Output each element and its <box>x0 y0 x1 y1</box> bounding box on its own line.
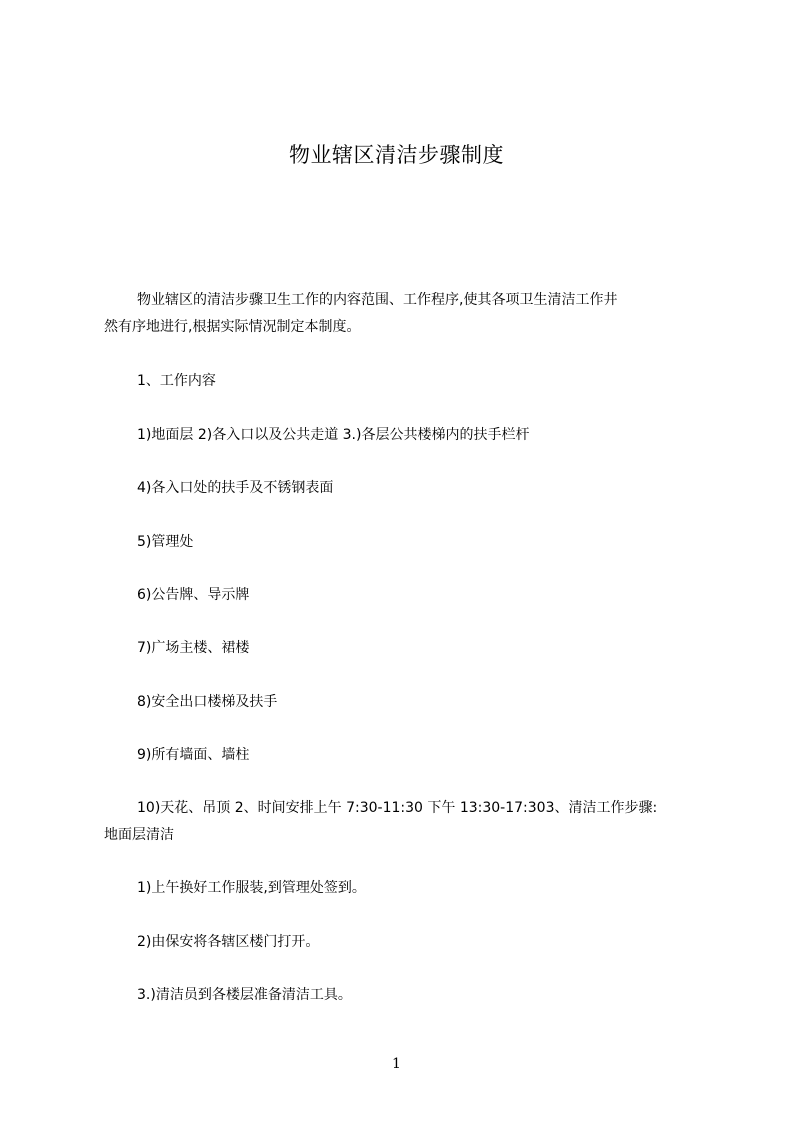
intro-line-1: 物业辖区的清洁步骤卫生工作的内容范围、工作程序,使其各项卫生清洁工作井 <box>137 292 618 308</box>
list-item: 7)广场主楼、裙楼 <box>137 640 250 656</box>
page-number: 1 <box>392 1056 401 1072</box>
intro-paragraph <box>104 287 704 341</box>
step-item: 3.)清洁员到各楼层准备清洁工具。 <box>137 987 352 1003</box>
list-item: 8)安全出口楼梯及扶手 <box>137 694 278 710</box>
step-item: 1)上午换好工作服装,到管理处签到。 <box>137 880 366 896</box>
intro-line-2: 然有序地进行,根据实际情况制定本制度。 <box>104 319 361 335</box>
list-item: 9)所有墙面、墙柱 <box>137 747 250 763</box>
section-heading-work-content: 1、工作内容 <box>137 373 216 389</box>
list-item: 6)公告牌、导示牌 <box>137 587 250 603</box>
step-item: 2)由保安将各辖区楼门打开。 <box>137 934 320 950</box>
list-item: 4)各入口处的扶手及不锈钢表面 <box>137 480 334 496</box>
list-item: 1)地面层 2)各入口以及公共走道 3.)各层公共楼梯内的扶手栏杆 <box>137 427 530 443</box>
list-item-10-line-1: 10)天花、吊顶 2、时间安排上午 7:30-11:30 下午 13:30-17:303、清洁工作步骤: <box>137 800 658 816</box>
list-item-10-line-2: 地面层清洁 <box>104 827 174 843</box>
list-item-10-paragraph <box>104 795 704 849</box>
list-item: 5)管理处 <box>137 534 194 550</box>
document-title: 物业辖区清洁步骤制度 <box>289 143 504 167</box>
